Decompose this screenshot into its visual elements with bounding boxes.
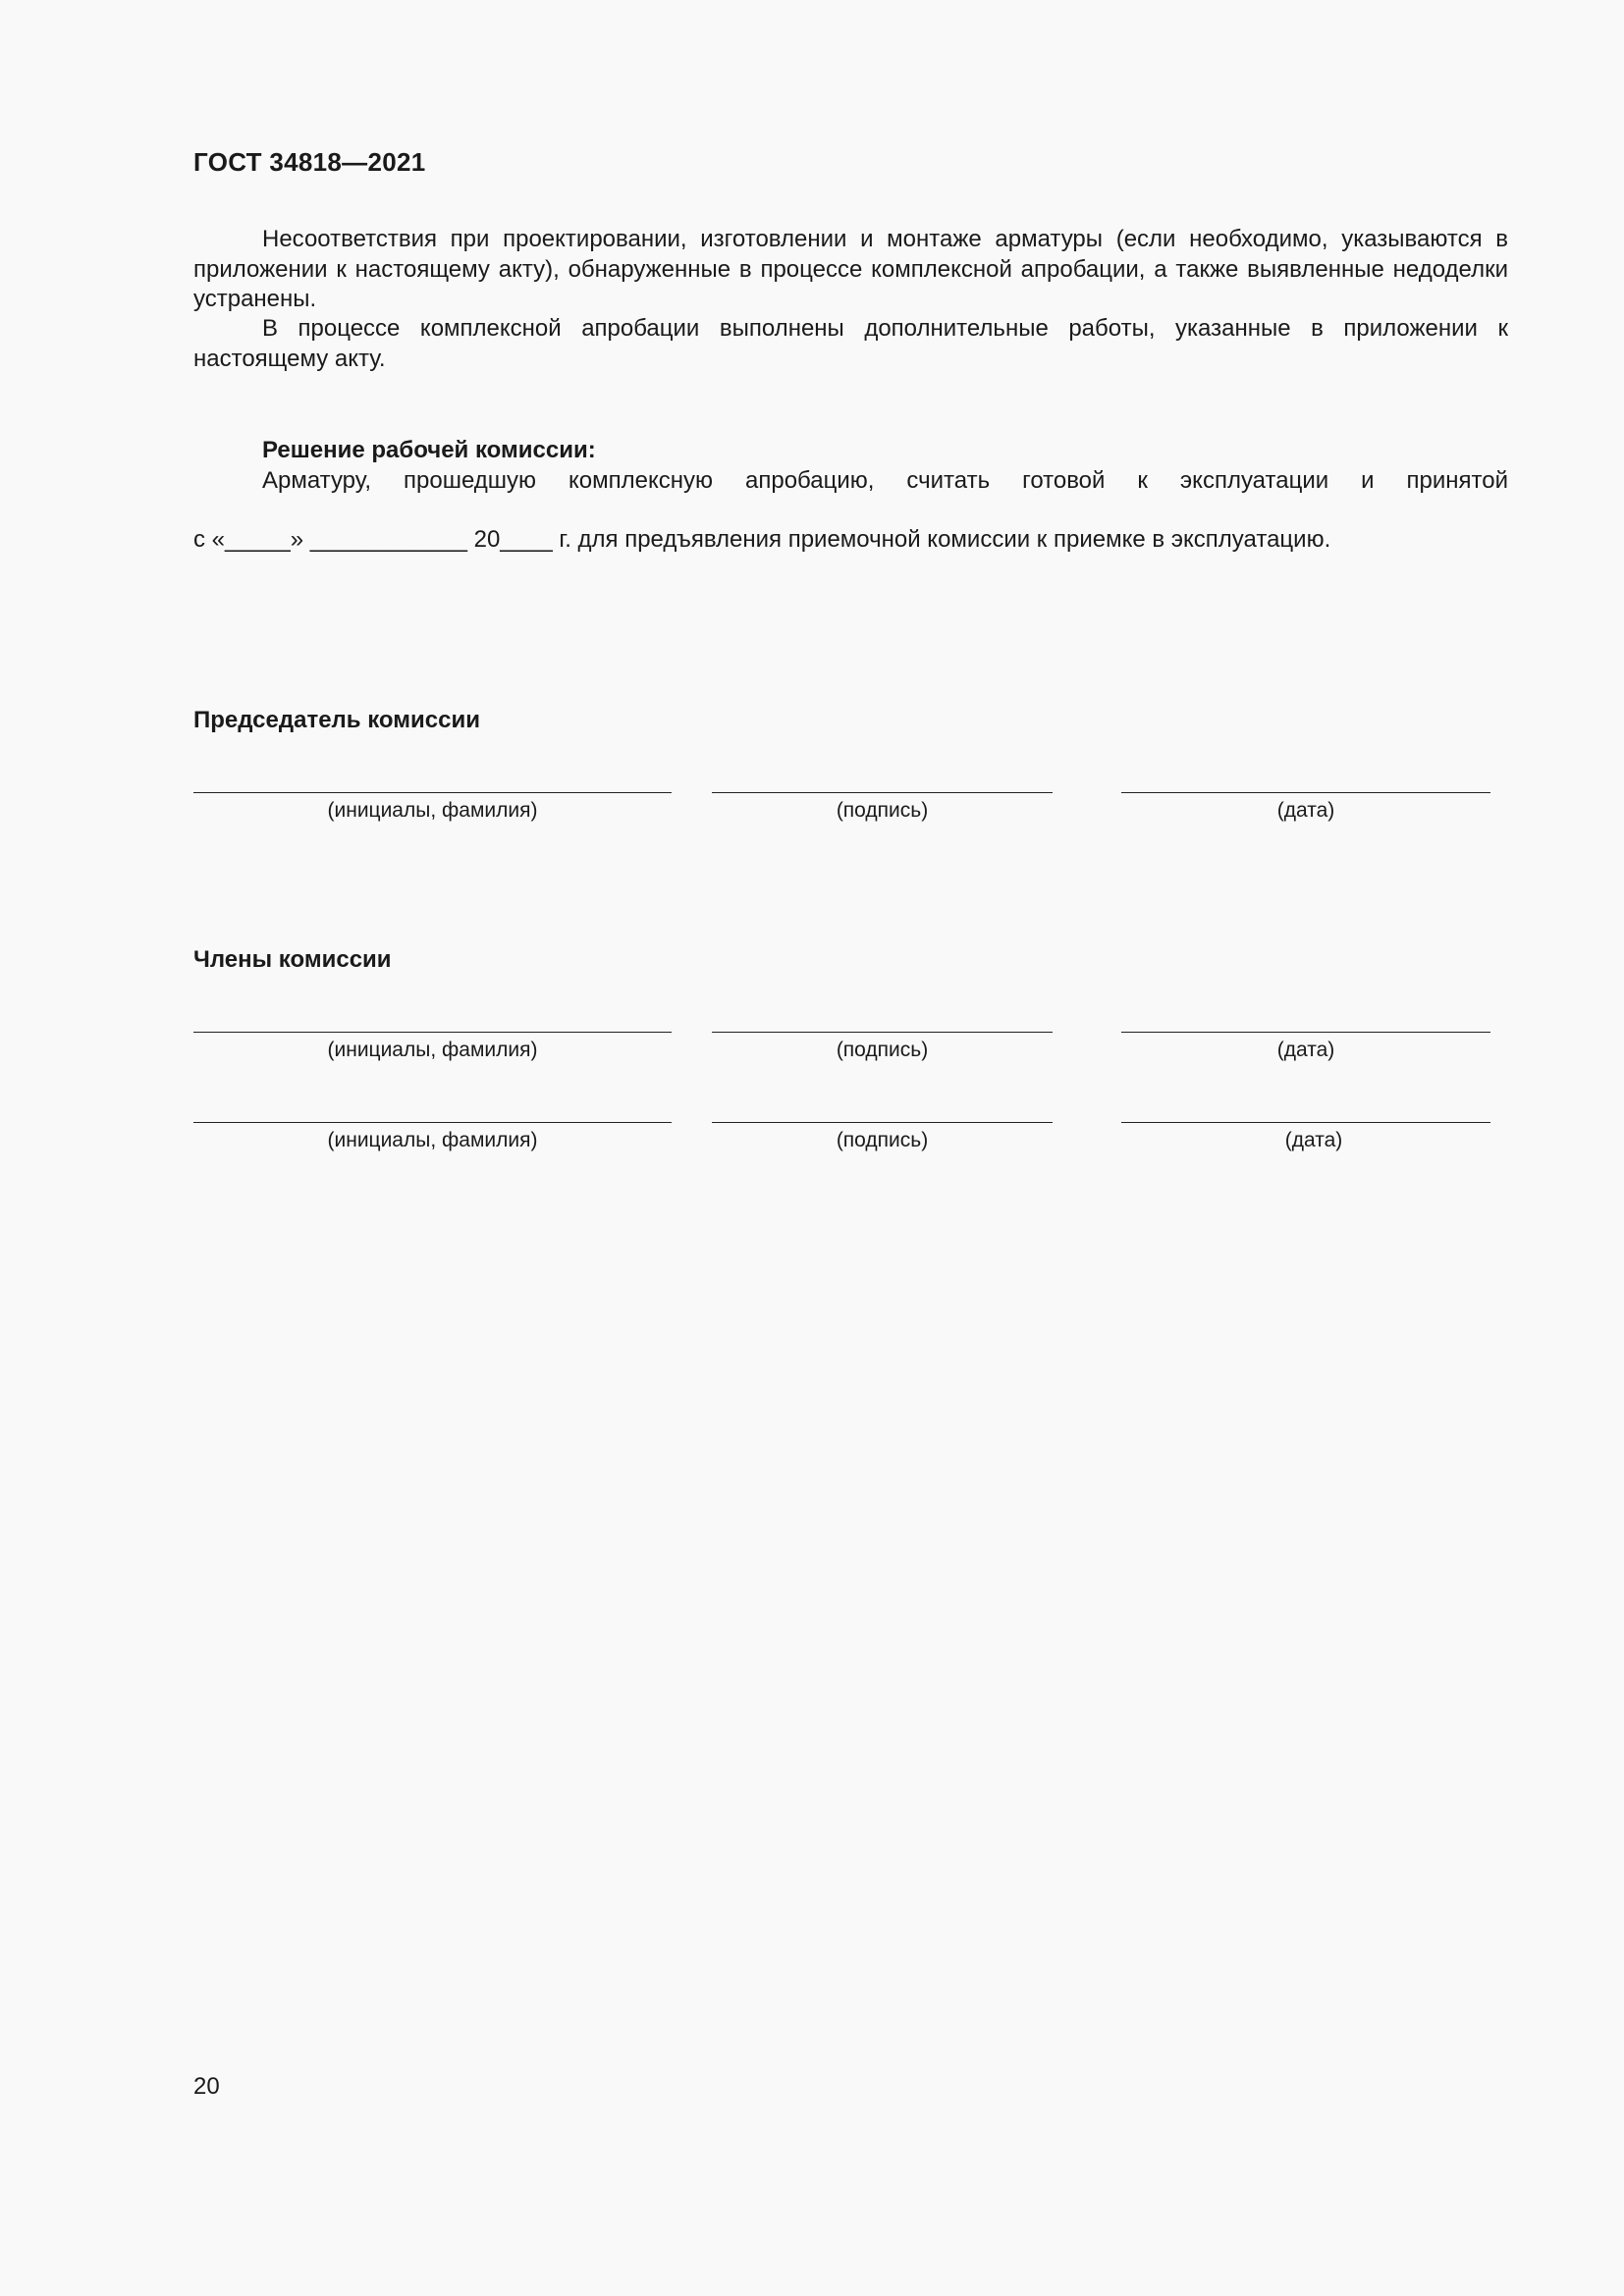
member2-name-line [193,1122,672,1123]
chairman-name-line [193,792,672,793]
member1-name-line [193,1032,672,1033]
member2-date-line [1121,1122,1490,1123]
member1-date-line [1121,1032,1490,1033]
member2-signature-label: (подпись) [836,1129,929,1151]
member1-signature-label: (подпись) [836,1039,929,1061]
paragraph-nonconformities: Несоответствия при проектировании, изготовлении и монтаже арматуры (если необходимо, указываются в приложении к настоящему акту), обнаруженные в процессе комплексной апробации, а также выявленные недоделки устранены. [193,226,1508,312]
page-number: 20 [193,2073,220,2100]
member2-date-label: (дата) [1284,1129,1343,1151]
decision-text: Арматуру, прошедшую комплексную апробацию, считать готовой к эксплуатации и принятой [262,467,1508,494]
paragraph-additional-works: В процессе комплексной апробации выполнены дополнительные работы, указанные в приложении к настоящему акту. [193,315,1508,372]
member1-signature-line [712,1032,1053,1033]
chairman-signature-line [712,792,1053,793]
document-header: ГОСТ 34818—2021 [193,147,426,177]
decision-date-line: с «_____» ____________ 20____ г. для предъявления приемочной комиссии к приемке в эксплуатацию. [193,526,1331,553]
chairman-date-label: (дата) [1276,799,1335,822]
chairman-signature-label: (подпись) [836,799,929,822]
members-title: Члены комиссии [193,946,392,973]
chairman-date-line [1121,792,1490,793]
decision-title: Решение рабочей комиссии: [262,437,596,463]
chairman-name-label: (инициалы, фамилия) [327,799,538,822]
member2-name-label: (инициалы, фамилия) [327,1129,538,1151]
chairman-title: Председатель комиссии [193,707,480,733]
member1-date-label: (дата) [1276,1039,1335,1061]
member1-name-label: (инициалы, фамилия) [327,1039,538,1061]
member2-signature-line [712,1122,1053,1123]
